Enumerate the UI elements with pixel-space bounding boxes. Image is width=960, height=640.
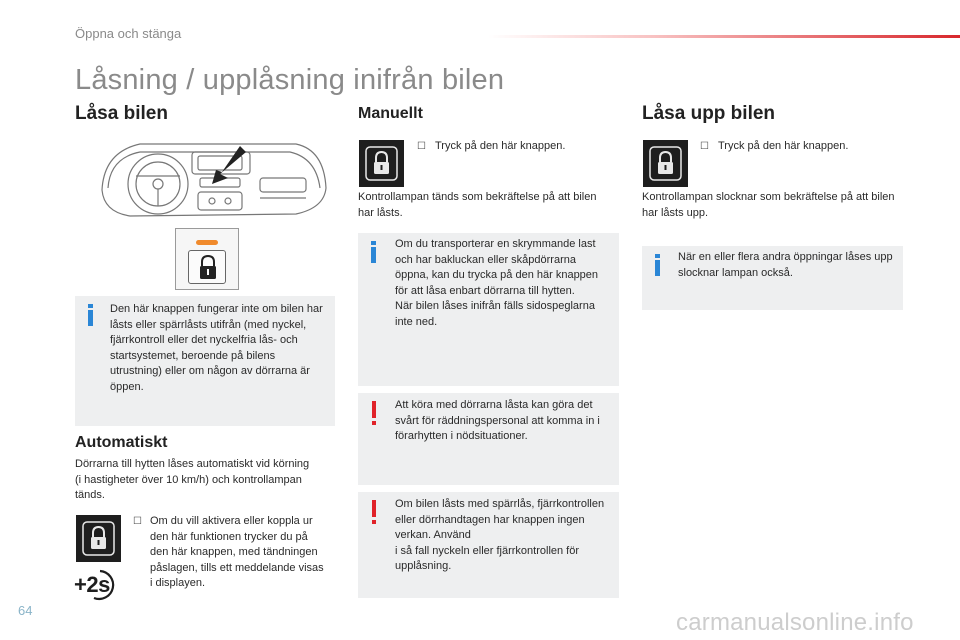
info-icon [371,241,376,245]
section-header: Öppna och stänga [75,26,182,41]
padlock-icon [76,515,121,562]
square-bullet-icon: ☐ [700,141,709,152]
header-accent-line [488,35,960,38]
warning-icon [372,401,376,418]
auto-text: Dörrarna till hytten låses automatiskt vid körning (i hastigheter över 10 km/h) och kontrollampan tänds. [75,458,310,501]
lock-info-text: Den här knappen fungerar inte om bilen har låsts eller spärrlåsts utifrån (med nyckel, fjärrkontroll eller det nyckelfria lås- och startsystemet, beroende på bilens utrustning) eller om någon av dörrarna är öppen. [110,303,323,393]
info-icon [655,254,660,258]
unlock-heading: Låsa upp bilen [642,103,776,124]
warning-icon [372,500,376,517]
hold-two-seconds-badge [74,568,122,602]
info-icon [88,304,93,308]
dashboard-illustration [100,138,328,224]
manual-warning-box-1 [358,393,619,485]
unlock-info-text: När en eller flera andra öppningar låses upp slocknar lampan också. [678,251,893,279]
manual-info-text: Om du transporterar en skrymmande last och har bakluckan eller skåpdörrarna öppna, kan du trycka på den här knappen för att låsa enbart dörrarna till hytten. När bilen låses inifrån fälls sidospeglarna inte ned. [395,238,599,328]
central-lock-button [188,250,226,284]
manual-heading: Manuellt [358,105,423,122]
page-number: 64 [18,603,33,618]
unlock-bullet-text: Tryck på den här knappen. [718,140,849,152]
square-bullet-icon: ☐ [417,141,426,152]
manual-text: Kontrollampan tänds som bekräftelse på att bilen har låsts. [358,191,597,219]
hold-label: +2s [74,572,110,597]
unlock-text: Kontrollampan slocknar som bekräftelse på att bilen har låsts upp. [642,191,895,219]
manual-warning-text-1: Att köra med dörrarna låsta kan göra det svårt för räddningspersonal att komma in i förarhytten i nödsituationer. [395,399,600,442]
square-bullet-icon: ☐ [133,516,142,527]
lock-info-box [75,296,335,426]
padlock-icon [359,140,404,187]
watermark: carmanualsonline.info [676,609,914,636]
manual-warning-box-2 [358,492,619,598]
padlock-icon [643,140,688,187]
unlock-button [643,140,688,187]
manual-lock-button [359,140,404,187]
padlock-icon [189,251,227,285]
lock-button-illustration [175,228,239,290]
auto-lock-button [76,515,121,562]
manual-info-box [358,233,619,386]
manual-bullet-text: Tryck på den här knappen. [435,140,566,152]
auto-heading: Automatiskt [75,434,168,451]
manual-warning-text-2: Om bilen låsts med spärrlås, fjärrkontrollen eller dörrhandtagen har knappen ingen verkan. Använd i så fall nyckeln eller fjärrkontrollen för upplåsning. [395,498,605,572]
dashboard-icon [100,138,328,224]
indicator-lamp [196,240,218,245]
unlock-info-box [642,246,903,310]
auto-bullet-text: Om du vill aktivera eller koppla ur den här funktionen trycker du på den här knappen, med tändningen påslagen, tills ett meddelande visas i displayen. [150,515,324,589]
lock-heading: Låsa bilen [75,103,168,124]
page-title: Låsning / upplåsning inifrån bilen [75,64,505,96]
